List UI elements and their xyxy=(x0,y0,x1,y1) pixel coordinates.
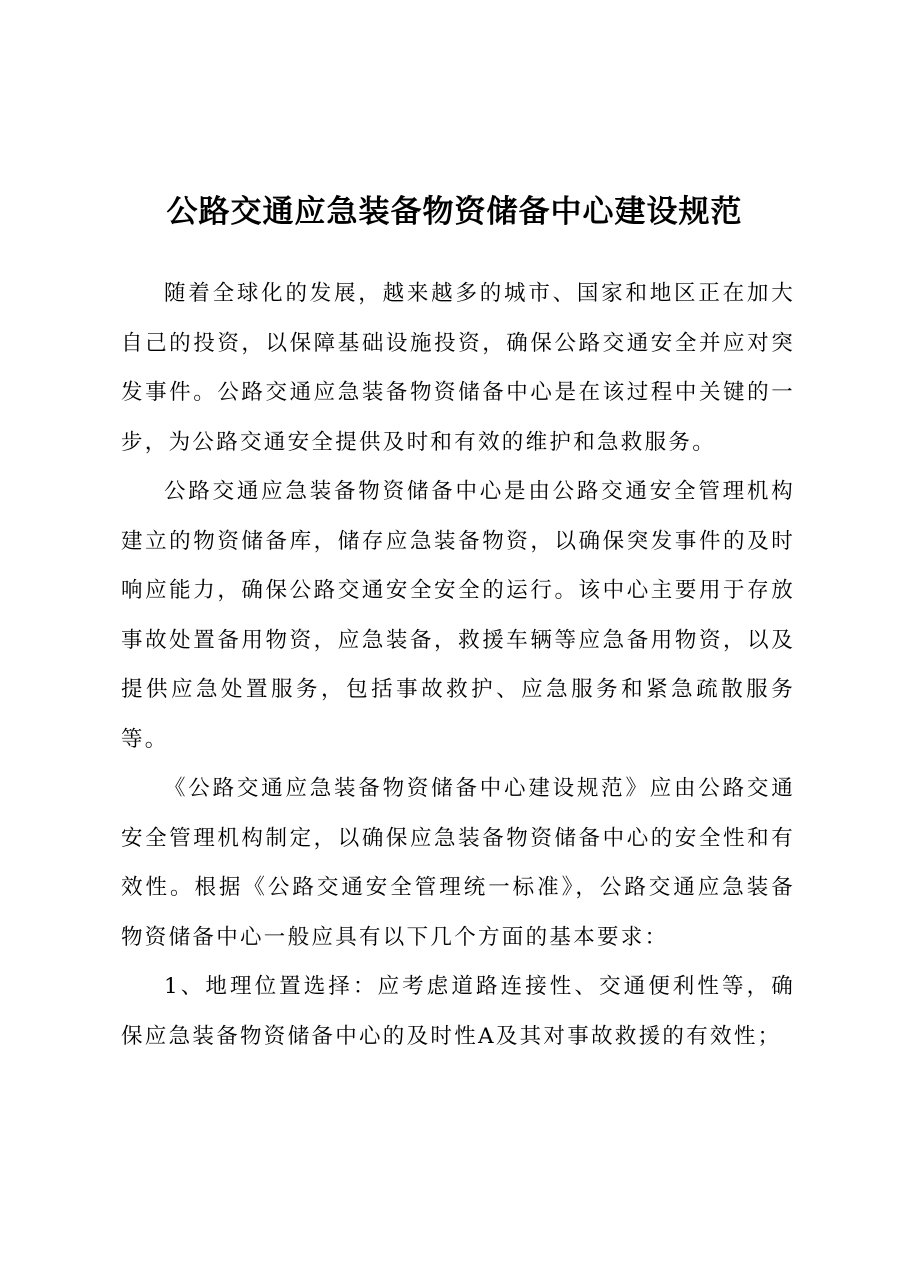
document-title: 公路交通应急装备物资储备中心建设规范 xyxy=(166,194,743,230)
paragraph-intro: 随着全球化的发展，越来越多的城市、国家和地区正在加大自己的投资，以保障基础设施投资，确保公路交通安全并应对突发事件。公路交通应急装备物资储备中心是在该过程中关键的一步，为公路交通安全提供及时和有效的维护和急救服务。 xyxy=(121,281,795,455)
document-body xyxy=(121,269,795,1061)
paragraph-specification-requirements: 《公路交通应急装备物资储备中心建设规范》应由公路交通安全管理机构制定，以确保应急装备物资储备中心的安全性和有效性。根据《公路交通安全管理统一标准》，公路交通应急装备物资储备中心一般应具有以下几个方面的基本要求： xyxy=(121,776,795,950)
paragraph-center-description: 公路交通应急装备物资储备中心是由公路交通安全管理机构建立的物资储备库，储存应急装备物资，以确保突发事件的及时响应能力，确保公路交通安全安全的运行。该中心主要用于存放事故处置备用物资，应急装备，救援车辆等应急备用物资，以及提供应急处置服务，包括事故救护、应急服务和紧急疏散服务等。 xyxy=(121,479,795,752)
paragraph-item-1-location: 1、地理位置选择：应考虑道路连接性、交通便利性等，确保应急装备物资储备中心的及时性A及其对事故救援的有效性； xyxy=(121,974,795,1049)
